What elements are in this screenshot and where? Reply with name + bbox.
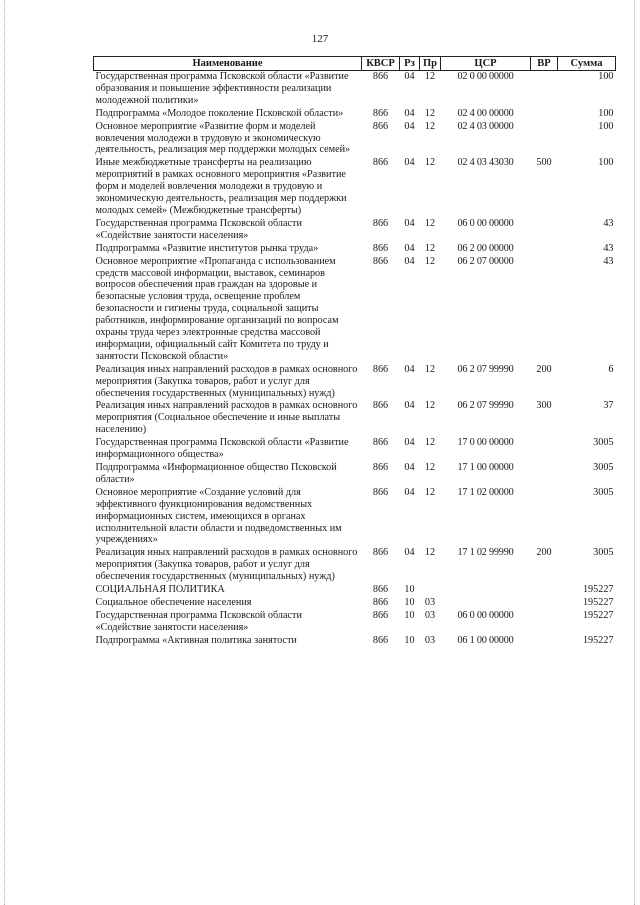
table-row — [94, 547, 616, 584]
row-rz: 04 — [404, 437, 415, 449]
row-vr — [531, 597, 558, 610]
row-kvsr: 866 — [372, 217, 389, 229]
row-rz: 04 — [404, 400, 415, 412]
row-sum: 3005 — [593, 462, 614, 473]
row-rz: 04 — [404, 255, 415, 267]
row-name: Реализация иных направлений расходов в рамках основного мероприятия (Закупка товаров, работ и услуг для обеспечения государственных (муниципальных) нужд) — [95, 547, 358, 583]
row-name: СОЦИАЛЬНАЯ ПОЛИТИКА — [95, 584, 225, 596]
row-sum: 3005 — [593, 486, 614, 498]
row-sum: 100 — [598, 157, 614, 169]
row-name: Государственная программа Псковской области «Развитие образования и повышение эффективности реализации молодежной политики» — [95, 71, 349, 106]
row-name: Подпрограмма «Развитие институтов рынка труда» — [95, 242, 319, 254]
row-rz: 04 — [404, 157, 415, 169]
row-kvsr: 866 — [372, 584, 389, 596]
row-vr — [531, 487, 558, 548]
row-pr: 12 — [424, 255, 436, 267]
header-rz: Рз — [400, 57, 420, 71]
row-csr: 02 4 03 00000 — [457, 120, 514, 132]
row-vr — [531, 243, 558, 256]
row-name: Иные межбюджетные трансферты на реализацию мероприятий в рамках основного мероприятия «Развитие форм и моделей вовлечения молодежи в трудовую и экономическую деятельность, реализация мер поддержки молодых семей» (Межбюджетные трансферты) — [95, 157, 347, 216]
row-kvsr: 866 — [372, 107, 389, 119]
row-kvsr: 866 — [372, 609, 389, 621]
row-sum: 37 — [603, 400, 614, 412]
row-pr: 12 — [424, 400, 436, 412]
row-name: Государственная программа Псковской области «Содействие занятости населения» — [95, 217, 302, 241]
row-csr: 06 2 07 00000 — [457, 255, 514, 267]
row-pr: 12 — [424, 547, 436, 559]
row-sum: 195227 — [582, 584, 614, 596]
table-row — [94, 437, 616, 462]
row-pr: 12 — [424, 486, 436, 498]
row-sum: 100 — [598, 107, 614, 119]
row-vr: 500 — [536, 157, 552, 169]
row-kvsr: 866 — [372, 71, 389, 82]
row-csr: 06 1 00 00000 — [457, 634, 514, 646]
row-vr: 200 — [536, 547, 552, 559]
row-name: Социальное обеспечение населения — [95, 596, 252, 608]
row-vr — [531, 218, 558, 243]
row-kvsr: 866 — [372, 400, 389, 412]
row-sum: 100 — [598, 120, 614, 132]
row-vr — [531, 121, 558, 158]
header-kvsr: КВСР — [362, 57, 400, 71]
row-vr — [531, 610, 558, 635]
table-row — [94, 584, 616, 597]
row-csr: 17 0 00 00000 — [457, 437, 514, 449]
table-row — [94, 71, 616, 108]
row-rz: 04 — [404, 547, 415, 559]
row-pr: 12 — [424, 120, 436, 132]
row-pr: 03 — [424, 596, 436, 608]
table-header-row — [94, 57, 616, 71]
row-kvsr: 866 — [372, 363, 389, 375]
table-row — [94, 597, 616, 610]
row-sum: 43 — [603, 242, 614, 254]
row-rz: 04 — [404, 486, 415, 498]
table-row — [94, 218, 616, 243]
row-csr: 17 1 00 00000 — [457, 462, 514, 473]
row-kvsr: 866 — [372, 596, 389, 608]
row-sum: 195227 — [582, 634, 614, 646]
row-kvsr: 866 — [372, 462, 389, 473]
table-row — [94, 635, 616, 648]
row-pr: 12 — [424, 462, 436, 473]
row-kvsr: 866 — [372, 634, 389, 646]
table-row — [94, 487, 616, 548]
row-pr: 12 — [424, 217, 436, 229]
row-pr — [420, 584, 441, 597]
row-vr — [531, 256, 558, 364]
row-vr — [531, 108, 558, 121]
row-sum: 3005 — [593, 437, 614, 449]
row-pr: 12 — [424, 437, 436, 449]
row-rz: 04 — [404, 242, 415, 254]
row-rz: 04 — [404, 217, 415, 229]
row-name: Основное мероприятие «Пропаганда с использованием средств массовой информации, выставок, семинаров вопросов обеспечения прав граждан на здоровые и безопасные условия труда, освещение проблем безопасности и гигиены труда, социальной защиты работников, информирование организаций по вопросам охраны труда через электронные средства массовой информации, официальный сайт Комитета по труду и занятости Псковской области» — [95, 255, 339, 362]
row-rz: 04 — [404, 363, 415, 375]
row-name: Государственная программа Псковской области «Развитие информационного общества» — [95, 437, 349, 461]
row-pr: 12 — [424, 242, 436, 254]
row-sum: 43 — [603, 217, 614, 229]
table-row — [94, 256, 616, 364]
table-row — [94, 462, 616, 487]
row-pr: 12 — [424, 363, 436, 375]
row-rz: 10 — [404, 596, 415, 608]
row-csr: 02 4 03 43030 — [457, 157, 514, 169]
row-rz: 04 — [404, 71, 415, 82]
row-csr — [441, 584, 531, 597]
header-sum: Сумма — [558, 57, 616, 71]
row-name: Подпрограмма «Молодое поколение Псковской области» — [95, 107, 344, 119]
row-rz: 04 — [404, 462, 415, 473]
row-vr: 300 — [536, 400, 552, 412]
row-vr — [531, 462, 558, 487]
row-vr — [531, 584, 558, 597]
header-pr: Пр — [420, 57, 441, 71]
row-kvsr: 866 — [372, 486, 389, 498]
budget-table — [93, 56, 616, 648]
row-pr: 12 — [424, 157, 436, 169]
row-sum: 195227 — [582, 596, 614, 608]
scan-left-edge — [4, 0, 5, 905]
row-kvsr: 866 — [372, 255, 389, 267]
table-row — [94, 400, 616, 437]
row-rz: 04 — [404, 120, 415, 132]
row-kvsr: 866 — [372, 120, 389, 132]
row-csr: 06 2 07 99990 — [457, 363, 514, 375]
row-kvsr: 866 — [372, 242, 389, 254]
row-csr: 06 0 00 00000 — [457, 217, 514, 229]
row-name: Реализация иных направлений расходов в рамках основного мероприятия (Социальное обеспечение и иные выплаты населению) — [95, 400, 358, 436]
row-rz: 10 — [404, 584, 415, 596]
table-row — [94, 108, 616, 121]
row-pr: 03 — [424, 609, 436, 621]
row-csr: 06 0 00 00000 — [457, 609, 514, 621]
row-kvsr: 866 — [372, 157, 389, 169]
row-vr — [531, 635, 558, 648]
row-pr: 12 — [424, 107, 436, 119]
table-row — [94, 121, 616, 158]
page-number: 127 — [311, 33, 329, 45]
row-pr: 12 — [424, 71, 436, 82]
row-sum: 3005 — [593, 547, 614, 559]
header-csr: ЦСР — [441, 57, 531, 71]
row-sum: 100 — [598, 71, 614, 82]
table-row — [94, 364, 616, 401]
row-name: Подпрограмма «Информационное общество Псковской области» — [95, 462, 337, 485]
row-name: Реализация иных направлений расходов в рамках основного мероприятия (Закупка товаров, работ и услуг для обеспечения государственных (муниципальных) нужд) — [95, 363, 358, 399]
table-row — [94, 243, 616, 256]
row-name: Основное мероприятие «Развитие форм и моделей вовлечения молодежи в трудовую и экономическую деятельность, реализация мер поддержки молодых семей» — [95, 120, 351, 156]
row-kvsr: 866 — [372, 437, 389, 449]
row-rz: 10 — [404, 634, 415, 646]
row-rz: 10 — [404, 609, 415, 621]
table-row — [94, 157, 616, 218]
table-row — [94, 610, 616, 635]
scan-right-edge — [634, 0, 635, 905]
header-name: Наименование — [94, 57, 362, 71]
row-sum: 195227 — [582, 609, 614, 621]
row-vr — [531, 437, 558, 462]
row-rz: 04 — [404, 107, 415, 119]
header-vr: ВР — [531, 57, 558, 71]
row-csr: 06 2 00 00000 — [457, 242, 514, 254]
row-csr: 02 4 00 00000 — [457, 107, 514, 119]
row-csr: 02 0 00 00000 — [457, 71, 514, 82]
row-csr: 17 1 02 00000 — [457, 486, 514, 498]
row-name: Подпрограмма «Активная политика занятости — [95, 634, 297, 646]
row-sum: 6 — [608, 363, 614, 375]
row-name: Основное мероприятие «Создание условий для эффективного функционирования ведомственных информационных систем, имеющихся в органах исполнительной власти области и подведомственных им учреждениях» — [95, 486, 342, 546]
row-csr: 06 2 07 99990 — [457, 400, 514, 412]
row-vr — [531, 71, 558, 108]
row-csr: 17 1 02 99990 — [457, 547, 514, 559]
row-name: Государственная программа Псковской области «Содействие занятости населения» — [95, 609, 302, 633]
row-kvsr: 866 — [372, 547, 389, 559]
row-csr — [441, 597, 531, 610]
row-pr: 03 — [424, 634, 436, 646]
row-vr: 200 — [536, 363, 552, 375]
row-sum: 43 — [603, 255, 614, 267]
